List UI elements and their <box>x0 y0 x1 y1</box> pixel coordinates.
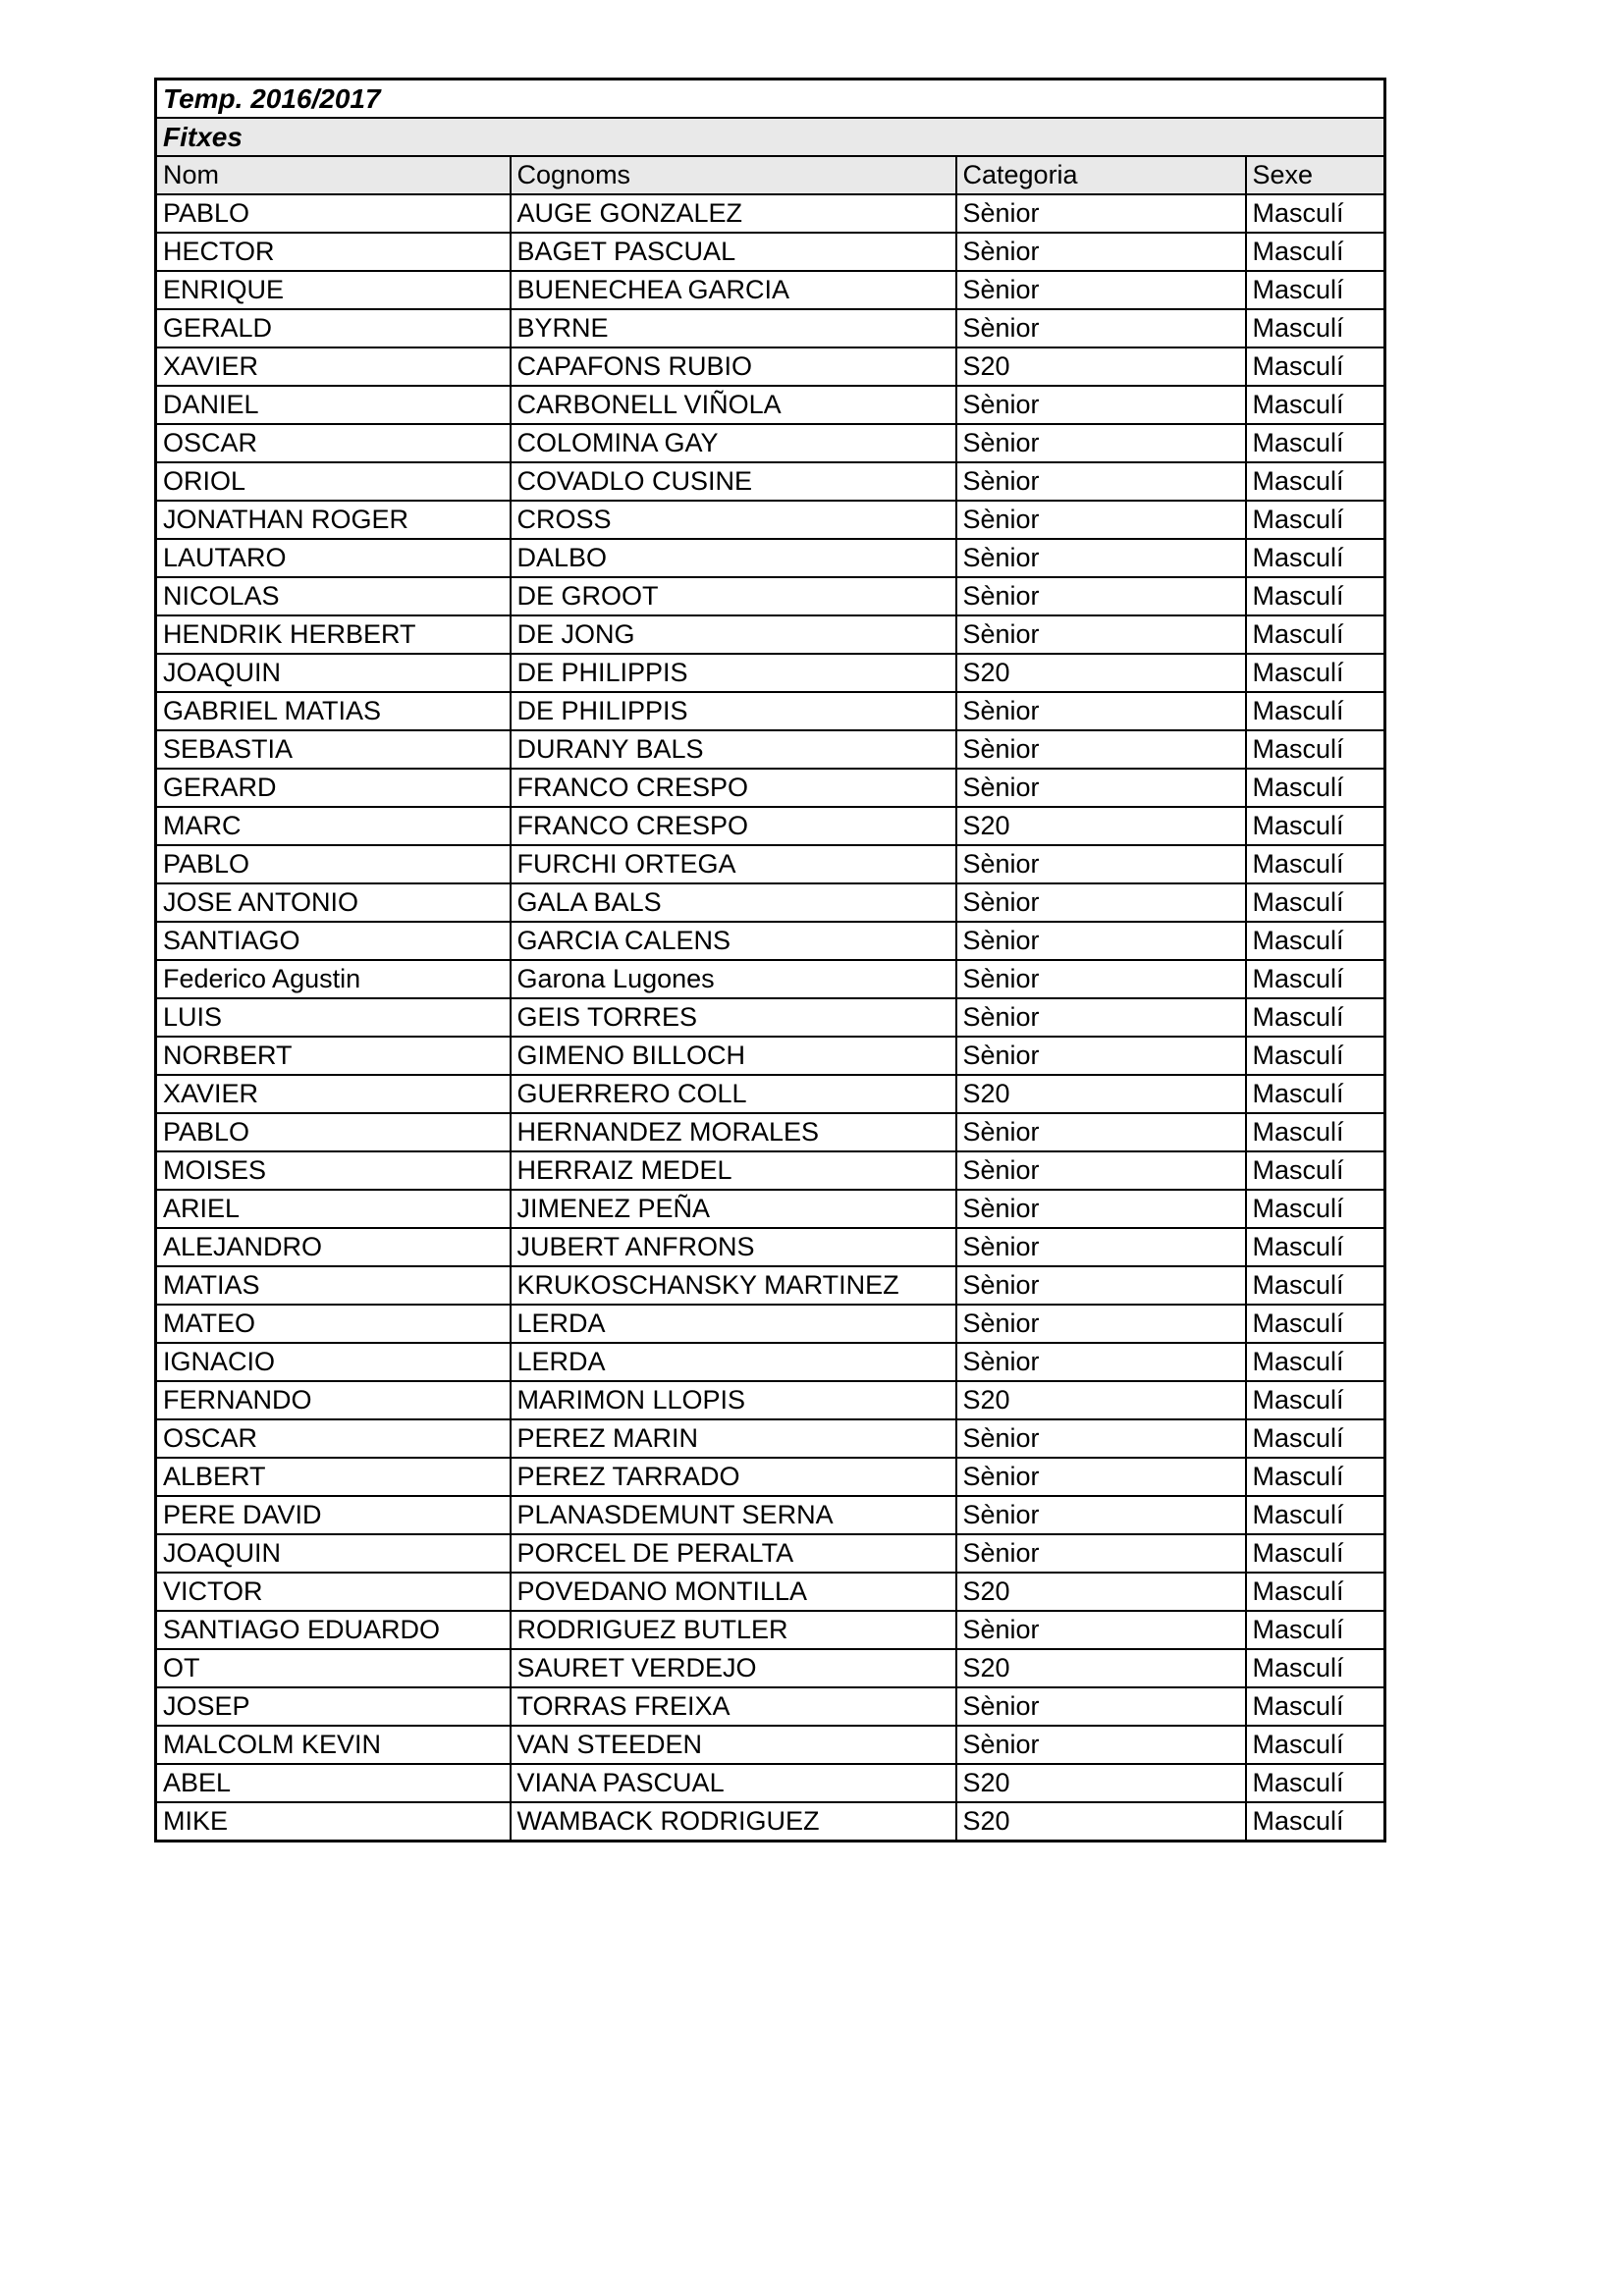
cell-categoria: Sènior <box>956 1037 1246 1075</box>
table-row <box>156 1726 1385 1764</box>
cell-nom: ORIOL <box>156 462 511 501</box>
cell-categoria: Sènior <box>956 1343 1246 1381</box>
table-row <box>156 1802 1385 1842</box>
table-row <box>156 1458 1385 1496</box>
table-row <box>156 1534 1385 1573</box>
cell-sexe: Masculí <box>1246 1611 1385 1649</box>
cell-nom: MATEO <box>156 1305 511 1343</box>
cell-cognoms: FRANCO CRESPO <box>511 769 956 807</box>
cell-cognoms: LERDA <box>511 1343 956 1381</box>
cell-categoria: S20 <box>956 1573 1246 1611</box>
cell-categoria: Sènior <box>956 1419 1246 1458</box>
cell-nom: JOSE ANTONIO <box>156 883 511 922</box>
cell-cognoms: DALBO <box>511 539 956 577</box>
cell-cognoms: SAURET VERDEJO <box>511 1649 956 1687</box>
cell-sexe: Masculí <box>1246 1190 1385 1228</box>
cell-nom: OSCAR <box>156 424 511 462</box>
cell-nom: MOISES <box>156 1151 511 1190</box>
cell-categoria: S20 <box>956 654 1246 692</box>
table-row <box>156 1190 1385 1228</box>
cell-cognoms: GUERRERO COLL <box>511 1075 956 1113</box>
cell-sexe: Masculí <box>1246 271 1385 309</box>
cell-categoria: Sènior <box>956 309 1246 347</box>
cell-sexe: Masculí <box>1246 998 1385 1037</box>
cell-nom: ALBERT <box>156 1458 511 1496</box>
table-row <box>156 1151 1385 1190</box>
column-header-categoria: Categoria <box>956 156 1246 194</box>
cell-categoria: Sènior <box>956 845 1246 883</box>
cell-categoria: Sènior <box>956 539 1246 577</box>
cell-categoria: Sènior <box>956 1534 1246 1573</box>
cell-nom: PERE DAVID <box>156 1496 511 1534</box>
cell-cognoms: DE PHILIPPIS <box>511 654 956 692</box>
cell-sexe: Masculí <box>1246 1381 1385 1419</box>
table-row <box>156 1113 1385 1151</box>
cell-sexe: Masculí <box>1246 615 1385 654</box>
cell-categoria: Sènior <box>956 577 1246 615</box>
cell-cognoms: AUGE GONZALEZ <box>511 194 956 233</box>
cell-sexe: Masculí <box>1246 1458 1385 1496</box>
cell-sexe: Masculí <box>1246 501 1385 539</box>
cell-categoria: S20 <box>956 1075 1246 1113</box>
cell-nom: MARC <box>156 807 511 845</box>
cell-nom: SANTIAGO EDUARDO <box>156 1611 511 1649</box>
cell-sexe: Masculí <box>1246 654 1385 692</box>
cell-sexe: Masculí <box>1246 845 1385 883</box>
cell-cognoms: Garona Lugones <box>511 960 956 998</box>
cell-nom: LAUTARO <box>156 539 511 577</box>
cell-cognoms: RODRIGUEZ BUTLER <box>511 1611 956 1649</box>
table-row <box>156 1037 1385 1075</box>
cell-sexe: Masculí <box>1246 1113 1385 1151</box>
cell-nom: ALEJANDRO <box>156 1228 511 1266</box>
cell-categoria: Sènior <box>956 1687 1246 1726</box>
cell-nom: MIKE <box>156 1802 511 1842</box>
cell-cognoms: KRUKOSCHANSKY MARTINEZ <box>511 1266 956 1305</box>
cell-nom: HENDRIK HERBERT <box>156 615 511 654</box>
cell-categoria: Sènior <box>956 1496 1246 1534</box>
table-row <box>156 1496 1385 1534</box>
cell-nom: JONATHAN ROGER <box>156 501 511 539</box>
cell-nom: OSCAR <box>156 1419 511 1458</box>
cell-sexe: Masculí <box>1246 769 1385 807</box>
cell-categoria: Sènior <box>956 1151 1246 1190</box>
cell-nom: DANIEL <box>156 386 511 424</box>
table-row <box>156 386 1385 424</box>
cell-cognoms: HERRAIZ MEDEL <box>511 1151 956 1190</box>
cell-nom: PABLO <box>156 194 511 233</box>
cell-nom: GABRIEL MATIAS <box>156 692 511 730</box>
table-row <box>156 462 1385 501</box>
cell-cognoms: CROSS <box>511 501 956 539</box>
cell-cognoms: CARBONELL VIÑOLA <box>511 386 956 424</box>
cell-categoria: Sènior <box>956 1190 1246 1228</box>
cell-categoria: Sènior <box>956 998 1246 1037</box>
cell-cognoms: WAMBACK RODRIGUEZ <box>511 1802 956 1842</box>
table-row <box>156 769 1385 807</box>
table-row <box>156 692 1385 730</box>
cell-categoria: Sènior <box>956 692 1246 730</box>
cell-cognoms: DE GROOT <box>511 577 956 615</box>
cell-nom: PABLO <box>156 1113 511 1151</box>
cell-nom: MATIAS <box>156 1266 511 1305</box>
cell-nom: GERALD <box>156 309 511 347</box>
cell-nom: IGNACIO <box>156 1343 511 1381</box>
table-body <box>156 194 1385 1842</box>
cell-categoria: S20 <box>956 347 1246 386</box>
table-subtitle-row <box>156 118 1385 156</box>
cell-cognoms: HERNANDEZ MORALES <box>511 1113 956 1151</box>
cell-sexe: Masculí <box>1246 539 1385 577</box>
cell-cognoms: COVADLO CUSINE <box>511 462 956 501</box>
cell-categoria: Sènior <box>956 194 1246 233</box>
table-row <box>156 922 1385 960</box>
cell-nom: ENRIQUE <box>156 271 511 309</box>
cell-categoria: Sènior <box>956 615 1246 654</box>
cell-categoria: S20 <box>956 1802 1246 1842</box>
cell-nom: NICOLAS <box>156 577 511 615</box>
table-row <box>156 347 1385 386</box>
cell-cognoms: GALA BALS <box>511 883 956 922</box>
cell-categoria: S20 <box>956 1649 1246 1687</box>
cell-sexe: Masculí <box>1246 1305 1385 1343</box>
cell-cognoms: BAGET PASCUAL <box>511 233 956 271</box>
cell-sexe: Masculí <box>1246 309 1385 347</box>
cell-sexe: Masculí <box>1246 1266 1385 1305</box>
cell-nom: JOAQUIN <box>156 1534 511 1573</box>
cell-nom: XAVIER <box>156 347 511 386</box>
table-row <box>156 1764 1385 1802</box>
cell-nom: XAVIER <box>156 1075 511 1113</box>
cell-categoria: Sènior <box>956 1266 1246 1305</box>
table-row <box>156 577 1385 615</box>
cell-sexe: Masculí <box>1246 1573 1385 1611</box>
cell-categoria: Sènior <box>956 769 1246 807</box>
cell-nom: ABEL <box>156 1764 511 1802</box>
cell-cognoms: PORCEL DE PERALTA <box>511 1534 956 1573</box>
season-title: Temp. 2016/2017 <box>156 80 1385 119</box>
cell-cognoms: PEREZ MARIN <box>511 1419 956 1458</box>
cell-categoria: Sènior <box>956 1228 1246 1266</box>
cell-categoria: Sènior <box>956 1113 1246 1151</box>
table-row <box>156 730 1385 769</box>
table-row <box>156 845 1385 883</box>
table-row <box>156 1649 1385 1687</box>
cell-cognoms: VIANA PASCUAL <box>511 1764 956 1802</box>
cell-sexe: Masculí <box>1246 960 1385 998</box>
cell-sexe: Masculí <box>1246 1075 1385 1113</box>
cell-categoria: Sènior <box>956 424 1246 462</box>
cell-sexe: Masculí <box>1246 1726 1385 1764</box>
table-row <box>156 1228 1385 1266</box>
table-row <box>156 271 1385 309</box>
table-row <box>156 615 1385 654</box>
cell-sexe: Masculí <box>1246 1151 1385 1190</box>
table-row <box>156 1075 1385 1113</box>
cell-cognoms: DURANY BALS <box>511 730 956 769</box>
cell-sexe: Masculí <box>1246 194 1385 233</box>
cell-sexe: Masculí <box>1246 1343 1385 1381</box>
cell-categoria: Sènior <box>956 1305 1246 1343</box>
cell-sexe: Masculí <box>1246 1496 1385 1534</box>
table-row <box>156 1343 1385 1381</box>
cell-categoria: Sènior <box>956 501 1246 539</box>
cell-nom: GERARD <box>156 769 511 807</box>
cell-sexe: Masculí <box>1246 692 1385 730</box>
cell-categoria: Sènior <box>956 462 1246 501</box>
cell-nom: SANTIAGO <box>156 922 511 960</box>
cell-sexe: Masculí <box>1246 233 1385 271</box>
cell-cognoms: CAPAFONS RUBIO <box>511 347 956 386</box>
fitxes-table <box>154 78 1386 1842</box>
cell-sexe: Masculí <box>1246 577 1385 615</box>
table-row <box>156 654 1385 692</box>
cell-cognoms: FRANCO CRESPO <box>511 807 956 845</box>
cell-sexe: Masculí <box>1246 1687 1385 1726</box>
table-row <box>156 807 1385 845</box>
cell-cognoms: DE JONG <box>511 615 956 654</box>
cell-nom: LUIS <box>156 998 511 1037</box>
table-row <box>156 233 1385 271</box>
cell-nom: HECTOR <box>156 233 511 271</box>
cell-nom: JOSEP <box>156 1687 511 1726</box>
cell-nom: SEBASTIA <box>156 730 511 769</box>
cell-nom: PABLO <box>156 845 511 883</box>
table-row <box>156 1419 1385 1458</box>
cell-sexe: Masculí <box>1246 347 1385 386</box>
table-row <box>156 309 1385 347</box>
cell-nom: VICTOR <box>156 1573 511 1611</box>
cell-cognoms: VAN STEEDEN <box>511 1726 956 1764</box>
table-row <box>156 1687 1385 1726</box>
cell-sexe: Masculí <box>1246 386 1385 424</box>
cell-sexe: Masculí <box>1246 1419 1385 1458</box>
cell-cognoms: MARIMON LLOPIS <box>511 1381 956 1419</box>
cell-categoria: Sènior <box>956 883 1246 922</box>
cell-cognoms: BUENECHEA GARCIA <box>511 271 956 309</box>
cell-nom: MALCOLM KEVIN <box>156 1726 511 1764</box>
table-row <box>156 1266 1385 1305</box>
cell-nom: NORBERT <box>156 1037 511 1075</box>
cell-sexe: Masculí <box>1246 1764 1385 1802</box>
table-row <box>156 424 1385 462</box>
cell-sexe: Masculí <box>1246 883 1385 922</box>
cell-cognoms: GARCIA CALENS <box>511 922 956 960</box>
cell-nom: Federico Agustin <box>156 960 511 998</box>
cell-categoria: Sènior <box>956 233 1246 271</box>
cell-sexe: Masculí <box>1246 1802 1385 1842</box>
column-header-sexe: Sexe <box>1246 156 1385 194</box>
table-row <box>156 539 1385 577</box>
table-row <box>156 501 1385 539</box>
cell-cognoms: GEIS TORRES <box>511 998 956 1037</box>
cell-sexe: Masculí <box>1246 424 1385 462</box>
cell-categoria: Sènior <box>956 1726 1246 1764</box>
cell-cognoms: JIMENEZ PEÑA <box>511 1190 956 1228</box>
cell-cognoms: LERDA <box>511 1305 956 1343</box>
cell-sexe: Masculí <box>1246 1649 1385 1687</box>
cell-categoria: Sènior <box>956 922 1246 960</box>
cell-sexe: Masculí <box>1246 1534 1385 1573</box>
column-header-cognoms: Cognoms <box>511 156 956 194</box>
cell-nom: ARIEL <box>156 1190 511 1228</box>
cell-sexe: Masculí <box>1246 807 1385 845</box>
cell-cognoms: FURCHI ORTEGA <box>511 845 956 883</box>
cell-cognoms: COLOMINA GAY <box>511 424 956 462</box>
cell-nom: FERNANDO <box>156 1381 511 1419</box>
table-row <box>156 1573 1385 1611</box>
table-row <box>156 194 1385 233</box>
cell-cognoms: PLANASDEMUNT SERNA <box>511 1496 956 1534</box>
cell-cognoms: PEREZ TARRADO <box>511 1458 956 1496</box>
cell-cognoms: POVEDANO MONTILLA <box>511 1573 956 1611</box>
cell-categoria: Sènior <box>956 960 1246 998</box>
table-row <box>156 883 1385 922</box>
cell-categoria: Sènior <box>956 271 1246 309</box>
table-row <box>156 1611 1385 1649</box>
cell-cognoms: JUBERT ANFRONS <box>511 1228 956 1266</box>
column-header-row <box>156 156 1385 194</box>
cell-cognoms: TORRAS FREIXA <box>511 1687 956 1726</box>
cell-categoria: S20 <box>956 1381 1246 1419</box>
cell-sexe: Masculí <box>1246 462 1385 501</box>
table-title-row <box>156 80 1385 119</box>
cell-categoria: S20 <box>956 1764 1246 1802</box>
cell-cognoms: GIMENO BILLOCH <box>511 1037 956 1075</box>
cell-nom: OT <box>156 1649 511 1687</box>
cell-categoria: Sènior <box>956 730 1246 769</box>
table-row <box>156 998 1385 1037</box>
cell-sexe: Masculí <box>1246 730 1385 769</box>
cell-cognoms: BYRNE <box>511 309 956 347</box>
cell-categoria: Sènior <box>956 1611 1246 1649</box>
cell-cognoms: DE PHILIPPIS <box>511 692 956 730</box>
cell-nom: JOAQUIN <box>156 654 511 692</box>
cell-categoria: S20 <box>956 807 1246 845</box>
cell-categoria: Sènior <box>956 386 1246 424</box>
cell-sexe: Masculí <box>1246 922 1385 960</box>
column-header-nom: Nom <box>156 156 511 194</box>
cell-sexe: Masculí <box>1246 1228 1385 1266</box>
cell-categoria: Sènior <box>956 1458 1246 1496</box>
table-row <box>156 1305 1385 1343</box>
fitxes-label: Fitxes <box>156 118 1385 156</box>
table-row <box>156 1381 1385 1419</box>
table-row <box>156 960 1385 998</box>
cell-sexe: Masculí <box>1246 1037 1385 1075</box>
